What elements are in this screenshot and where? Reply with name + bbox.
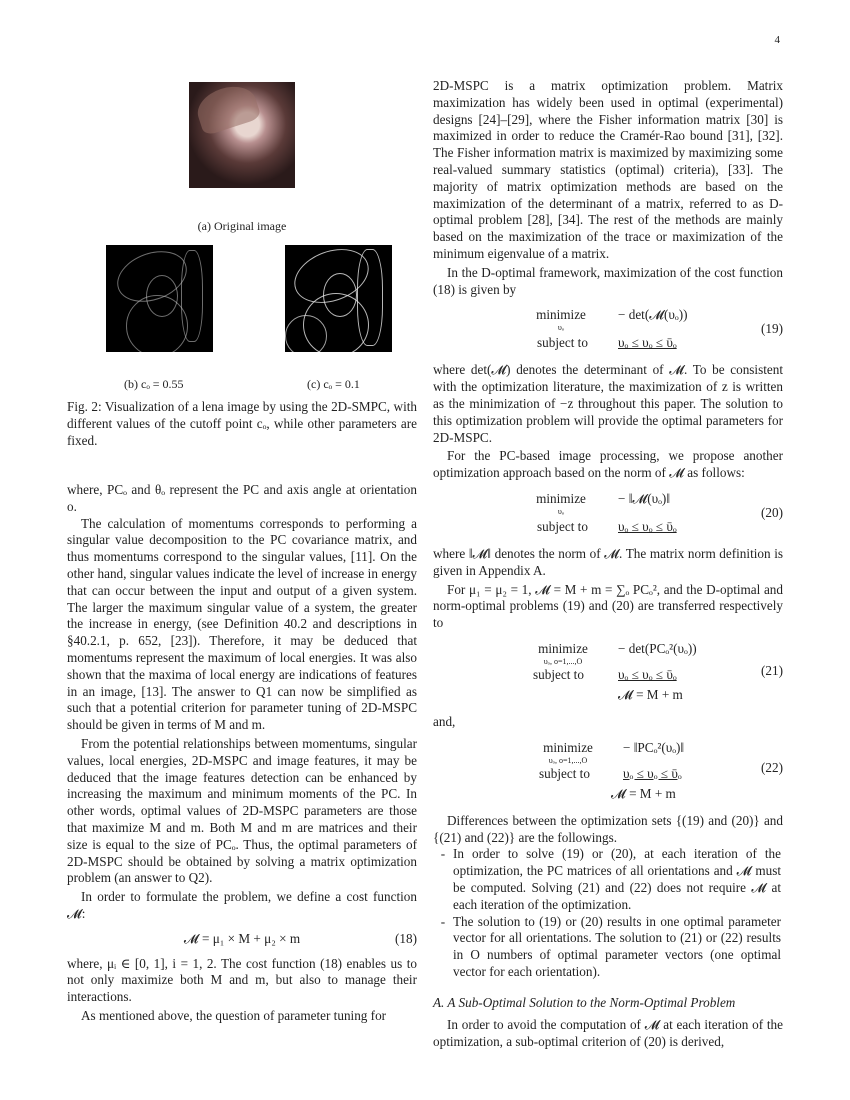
edge-image-c [285,245,392,352]
constraint: υₒ ≤ υₒ ≤ ῡₒ [618,518,677,534]
objective: − det(PCₒ²(υₒ)) [618,640,697,656]
paragraph: where, μᵢ ∈ [0, 1], i = 1, 2. The cost function (18) enables us to not only maximize both M and m, but also to manage their interactions. [67,955,417,1005]
equation-19 [433,305,783,355]
paragraph: For μ₁ = μ₂ = 1, 𝓜 = M + m = ∑ₒ PCₒ², and the D-optimal and norm-optimal problems (19) and (20) are transferred respectively to [433,581,783,631]
constraint: υₒ ≤ υₒ ≤ ῡₒ [623,765,682,781]
constraint-extra: 𝓜 = M + m [618,686,683,702]
right-column [433,78,783,1051]
page-number: 4 [774,34,780,46]
objective: − det(𝓜(υₒ)) [618,307,688,323]
paragraph: As mentioned above, the question of parameter tuning for [81,1007,387,1023]
list-item-text: In order to solve (19) or (20), at each iteration of the optimization, the PC matrices of all orientations and 𝓜 must be computed. Solving (21) and (22) does not require 𝓜 at each iteration of the optimization. [453,846,781,912]
section-heading: A. A Sub-Optimal Solution to the Norm-Optimal Problem [433,994,736,1010]
objective: − ‖𝓜(υₒ)‖ [618,490,671,506]
constraint: υₒ ≤ υₒ ≤ ῡₒ [618,335,677,351]
paragraph: In the D-optimal framework, maximization of the cost function (18) is given by [433,264,783,297]
subject-to-label: subject to [539,765,590,781]
paragraph: For the PC-based image processing, we propose another optimization approach based on the norm of 𝓜 as follows: [433,448,783,481]
paragraph: In order to avoid the computation of 𝓜 at each iteration of the optimization, a sub-optimal criterion of (20) is derived, [433,1017,783,1050]
minimize-subscript: υₒ, o=1,...,O [543,656,583,666]
caption-a: (a) Original image [197,219,287,233]
paragraph: Differences between the optimization sets {(19) and (20)} and {(21) and (22)} are the followings. [433,812,783,845]
subject-to-label: subject to [533,666,584,682]
subject-to-label: subject to [537,335,588,351]
paragraph: From the potential relationships between momentums, singular values, local energies, 2D-MSPC and image features, it may be deduced that the image features detection can be enhanced by increasing the maximum and minimum moments of the PC. In other words, optimal values of 2D-MSPC parameters are those that maximize M and m. Both M and m are matrices and their size is equal to the size of PCₒ. Thus, the optimal parameters of 2D-MSPC should be obtained by solving a matrix optimization problem (an answer to Q2). [67,735,417,886]
constraint: υₒ ≤ υₒ ≤ ῡₒ [618,666,677,682]
equation-18 [67,931,417,948]
minimize-subscript: υₒ [557,323,565,333]
original-lena-image [189,82,295,188]
list-item: - The solution to (19) or (20) results in one optimal parameter vector for all orientations. The solution to (21) or (22) results in O numbers of optimal parameter vectors (one optimal vector for each orientation). [440,913,781,979]
minimize-label: minimize [536,307,586,323]
constraint-extra: 𝓜 = M + m [611,785,676,801]
paragraph: where det(𝓜) denotes the determinant of 𝓜. To be consistent with the optimization literature, the maximization of z is written as the minimization of −z throughout this paper. The solution to this optimization problem will provide the optimal parameters for 2D-MSPC. [433,362,783,445]
minimize-label: minimize [538,640,588,656]
list-item: - In order to solve (19) or (20), at each iteration of the optimization, the PC matrices of all orientations and 𝓜 must be computed. Solving (21) and (22) does not require 𝓜 at each iteration of the optimization. [440,846,781,912]
figure-caption: Fig. 2: Visualization of a lena image by using the 2D-SMPC, with different values of the cutoff point cₒ, while other parameters are fixed. [67,399,417,448]
paragraph: where ‖𝓜‖ denotes the norm of 𝓜. The matrix norm definition is given in Appendix A. [433,545,783,578]
equation-22 [433,738,783,806]
equation-number: (21) [761,662,783,678]
left-column [67,78,417,1025]
equation-body: 𝓜 = μ₁ × M + μ₂ × m [183,930,301,946]
edge-image-b [106,245,213,352]
equation-number: (20) [761,504,783,520]
objective: − ‖PCₒ²(υₒ)‖ [623,739,685,755]
equation-number: (22) [761,759,783,775]
paragraph: In order to formulate the problem, we define a cost function 𝓜: [67,889,417,921]
figure-2 [67,78,417,450]
equation-20 [433,489,783,539]
minimize-label: minimize [543,739,593,755]
list-item-text: The solution to (19) or (20) results in one optimal parameter vector for all orientations. The solution to (21) or (22) results in O numbers of optimal parameter vectors (one optimal vector for each orientation). [453,913,781,979]
caption-c: (c) cₒ = 0.1 [307,377,360,391]
minimize-subscript: υₒ, o=1,...,O [548,755,588,765]
caption-b: (b) cₒ = 0.55 [124,377,184,391]
paragraph: and, [433,713,456,729]
paragraph: 2D-MSPC is a matrix optimization problem. Matrix maximization has widely been used in optimal (experimental) designs [24]–[29], where the Fisher information matrix [30] is maximized in order to reduce the Cramér-Rao bound [31], [32]. The Fisher information matrix is maximized by maximizing some real-valued summary statistics (optimal) criteria), [33]. The majority of matrix optimization methods are based on the maximization of the determinant of a matrix, referred to as D-optimal problem [28], [34]. The rest of the methods are mainly based on the maximization of the trace or maximization of the minimum eigenvalue of a matrix. [433,78,783,261]
minimize-label: minimize [536,490,586,506]
paragraph: where, PCₒ and θₒ represent the PC and axis angle at orientation o. [67,482,417,514]
paragraph: The calculation of momentums corresponds to performing a singular value decomposition to the PC covariance matrix, and thus momentums correspond to the singular values, [11]. On the other hand, singular values indicate the level of increase in energy that can occur between the input and output of a given system. The larger the maximum singular value of a system, the greater the increase in energy, (see Definition 40.2 and descriptions in §40.2.1, p. 652, [23]). Therefore, it may be deduced that momentums represent the maximum of local energies. It was also shown that the maxima of local energy are indications of features in an image, [13]. The answer to Q1 can now be simplified as such that a potential criterion for parameter tuning of 2D-MSPC should be given in terms of M and m. [67,515,417,733]
minimize-subscript: υₒ [557,506,565,516]
equation-number: (18) [395,930,417,946]
equation-number: (19) [761,321,783,337]
equation-21 [433,639,783,707]
subject-to-label: subject to [537,518,588,534]
